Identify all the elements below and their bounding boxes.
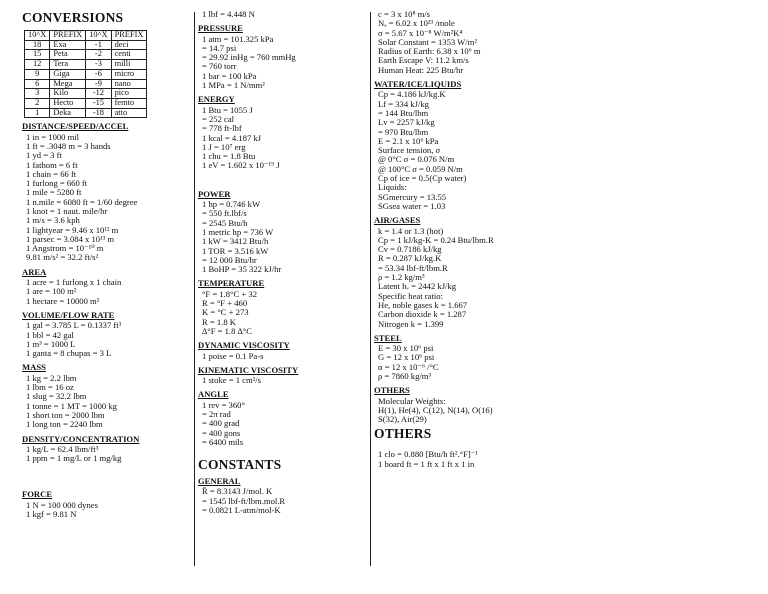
force-list [22, 501, 192, 520]
section-title-general: GENERAL [198, 476, 241, 487]
section-title-density: DENSITY/CONCENTRATION [22, 433, 140, 444]
list-item: = 6400 mils [202, 436, 244, 447]
air-list [374, 227, 560, 329]
lbf-line: 1 lbf = 4.448 N [202, 9, 255, 19]
list-item: Radius of Earth: 6.38 x 10⁶ m [378, 46, 481, 57]
list-item: = 550 ft.lbf/s [202, 208, 247, 219]
list-item: @ 100°C σ = 0.059 N/m [378, 163, 463, 174]
prefix-cell: Peta [50, 50, 86, 60]
column-2 [198, 10, 370, 515]
temperature-list [198, 290, 370, 336]
prefix-header-cell: 10^X [86, 31, 111, 41]
section-title-distance: DISTANCE/SPEED/ACCEL [22, 121, 129, 132]
list-item: 1 in = 1000 mil [26, 131, 80, 142]
list-item: 1 chain = 66 ft [26, 168, 77, 179]
general-list [198, 487, 370, 515]
list-item: 9.81 m/s² = 32.2 ft/s² [26, 252, 99, 263]
list-item: σ = 5.67 x 10⁻⁸ W/m²K⁴ [378, 27, 463, 38]
list-item: = 0.0821 L-atm/mol-K [202, 505, 281, 516]
prefix-cell: nano [111, 79, 147, 89]
list-item: ρ = 7860 kg/m³ [378, 370, 432, 381]
pressure-list [198, 35, 370, 91]
list-item: k = 1.4 or 1.3 (hot) [378, 225, 444, 236]
list-item: 1 hp = 0.746 kW [202, 199, 261, 210]
prefix-cell: Deka [50, 108, 86, 118]
section-title-area: AREA [22, 266, 47, 277]
list-item: 1 kgf = 9.81 N [26, 509, 77, 520]
prefix-cell: -2 [86, 50, 111, 60]
prefix-header-row [25, 31, 147, 41]
prefix-cell: 18 [25, 40, 50, 50]
list-item: 1 J = 10⁷ erg [202, 141, 246, 152]
list-item: = 252 cal [202, 113, 235, 124]
prefix-cell: Mega [50, 79, 86, 89]
list-item: 1 parsec = 3.084 x 10¹³ m [26, 233, 115, 244]
prefix-cell: micro [111, 69, 147, 79]
list-item: 1 kcal = 4.187 kJ [202, 132, 262, 143]
column-3 [374, 10, 560, 469]
list-item: 1 are = 100 m² [26, 286, 77, 297]
list-item: Cv = 0.7186 kJ/kg [378, 244, 442, 255]
section-title-air: AIR/GASES [374, 215, 421, 226]
list-item: = 760 torr [202, 61, 237, 72]
list-item: 1 lbm = 16 oz [26, 382, 74, 393]
list-item: 1 m³ = 1000 L [26, 338, 76, 349]
list-item: K = °C + 273 [202, 307, 249, 318]
list-item: S(32), Air(29) [378, 414, 427, 425]
prefix-row [25, 108, 147, 118]
prefix-cell: Tera [50, 60, 86, 70]
list-item: Surface tension, σ [378, 145, 441, 156]
list-item: 1 BoHP = 35 322 kJ/hr [202, 264, 282, 275]
list-item: = 970 Btu/lbm [378, 126, 429, 137]
prefix-table [24, 30, 147, 118]
others-title: OTHERS [374, 426, 432, 442]
area-list [22, 278, 192, 306]
list-item: H(1), He(4), C(12), N(14), O(16) [378, 404, 493, 415]
list-item: 1 tonne = 1 MT = 1000 kg [26, 400, 117, 411]
volume-list [22, 321, 192, 358]
distance-list [22, 133, 192, 263]
list-item: 1 metric hp = 736 W [202, 226, 274, 237]
mass-list [22, 374, 192, 430]
list-item: 1 acre = 1 furlong x 1 chain [26, 277, 122, 288]
prefix-cell: Kilo [50, 89, 86, 99]
water-list [374, 90, 560, 211]
list-item: °F = 1.8°C + 32 [202, 288, 258, 299]
section-title-others-small: OTHERS [374, 385, 410, 396]
list-item: Cp = 4.186 kJ/kg.K [378, 89, 446, 100]
list-item: 1 ft = .3048 m = 3 hands [26, 140, 111, 151]
list-item: 1 Btu = 1055 J [202, 104, 253, 115]
list-item: 1 slug = 32.2 lbm [26, 391, 87, 402]
prefix-cell: -1 [86, 40, 111, 50]
list-item: Latent hᵥ = 2442 kJ/kg [378, 281, 457, 292]
list-item: SGmercury = 13.55 [378, 191, 447, 202]
list-item: = 14.7 psi [202, 42, 237, 53]
others-small-list [374, 397, 560, 425]
list-item: = 144 Btu/lbm [378, 107, 429, 118]
list-item: = 2π rad [202, 408, 231, 419]
list-item: = 1545 lbf-ft/lbm.mol.R [202, 495, 286, 506]
prefix-cell: Exa [50, 40, 86, 50]
prefix-row [25, 98, 147, 108]
prefix-cell: centi [111, 50, 147, 60]
prefix-cell: atto [111, 108, 147, 118]
prefix-cell: -12 [86, 89, 111, 99]
list-item: Cp of ice = 0.5(Cp water) [378, 173, 467, 184]
section-title-volume: VOLUME/FLOW RATE [22, 309, 115, 320]
list-item: = 53.34 lbf-ft/lbm.R [378, 262, 448, 273]
list-item: Cp = 1 kJ/kg-K = 0.24 Btu/lbm.R [378, 234, 494, 245]
list-item: He, noble gases k = 1.667 [378, 299, 468, 310]
prefix-cell: milli [111, 60, 147, 70]
list-item: 1 gal = 3.785 L = 0.1337 ft³ [26, 320, 122, 331]
list-item: Nitrogen k = 1.399 [378, 318, 444, 329]
prefix-header-cell: 10^X [25, 31, 50, 41]
list-item: 1 short ton = 2000 lbm [26, 409, 105, 420]
list-item: Carbon dioxide k = 1.287 [378, 309, 467, 320]
list-item: Earth Escape V: 11.2 km/s [378, 55, 469, 66]
list-item: Nₐ = 6.02 x 10²³ /mole [378, 18, 455, 29]
list-item: = 29.92 inHg = 760 mmHg [202, 52, 296, 63]
list-item: Solar Constant = 1353 W/m² [378, 36, 477, 47]
list-item: Liquids: [378, 182, 407, 193]
list-item: 1 atm = 101.325 kPa [202, 33, 274, 44]
list-item: = 400 grad [202, 418, 240, 429]
column-divider [370, 12, 371, 566]
list-item: 1 bbl = 42 gal [26, 329, 74, 340]
list-item: 1 clo = 0.880 [Btu/h ft².°F]⁻¹ [378, 449, 478, 460]
list-item: G = 12 x 10⁶ psi [378, 352, 435, 363]
prefix-row [25, 60, 147, 70]
others-list [374, 450, 560, 469]
section-title-water: WATER/ICE/LIQUIDS [374, 79, 462, 90]
list-item: 1 yd = 3 ft [26, 150, 62, 161]
list-item: 1 knot = 1 naut. mile/hr [26, 206, 108, 216]
list-item: R = °F + 460 [202, 298, 248, 309]
prefix-cell: 12 [25, 60, 50, 70]
list-item: 1 hectare = 10000 m² [26, 295, 100, 306]
list-item: R = 1.8 K [202, 316, 236, 327]
list-item: 1 kg = 2.2 lbm [26, 372, 77, 383]
conversions-title: CONVERSIONS [22, 10, 124, 25]
prefix-cell: 3 [25, 89, 50, 99]
list-item: α = 12 x 10⁻⁶ /°C [378, 361, 439, 372]
list-item: 1 n.mile = 6080 ft = 1/60 degree [26, 196, 138, 207]
list-item: 1 TOR = 3.516 kW [202, 245, 269, 256]
physical-constants-list [374, 10, 560, 75]
list-item: 1 MPa = 1 N/mm² [202, 80, 265, 91]
list-item: E = 30 x 10⁶ psi [378, 343, 434, 354]
prefix-cell: pico [111, 89, 147, 99]
list-item: = 2545 Btu/h [202, 217, 248, 228]
list-item: 1 board ft = 1 ft x 1 ft x 1 in [378, 458, 475, 469]
prefix-header-cell: PREFIX [50, 31, 86, 41]
prefix-cell: 6 [25, 79, 50, 89]
prefix-cell: Giga [50, 69, 86, 79]
prefix-cell: 2 [25, 98, 50, 108]
section-title-temperature: TEMPERATURE [198, 278, 265, 289]
list-item: c = 3 x 10⁸ m/s [378, 9, 431, 19]
section-title-pressure: PRESSURE [198, 23, 243, 34]
list-item: = 12 000 Btu/hr [202, 254, 257, 265]
list-item: 1 eV = 1.602 x 10⁻¹⁹ J [202, 160, 280, 171]
angle-list [198, 401, 370, 447]
list-item: @ 0°C σ = 0.076 N/m [378, 154, 455, 165]
list-item: SGsea water = 1.03 [378, 200, 446, 211]
list-item: Lv = 2257 kJ/kg [378, 117, 435, 128]
dynamic-viscosity-list [198, 352, 370, 361]
prefix-cell: -9 [86, 79, 111, 89]
list-item: 1 mile = 5280 ft [26, 187, 82, 198]
list-item: 1 kW = 3412 Btu/h [202, 236, 269, 247]
list-item: ∆°F = 1.8 ∆°C [202, 325, 252, 336]
section-title-force: FORCE [22, 489, 53, 500]
list-item: = 778 ft-lbf [202, 123, 242, 134]
list-item: 1 N = 100 000 dynes [26, 499, 98, 510]
prefix-cell: 15 [25, 50, 50, 60]
list-item: R = 0.287 kJ/kg.K [378, 253, 442, 264]
list-item: 1 poise = 0.1 Pa-s [202, 350, 264, 361]
prefix-row [25, 89, 147, 99]
list-item: 1 ganta = 8 chupas = 3 L [26, 348, 112, 359]
column-1 [22, 10, 192, 519]
density-list [22, 445, 192, 464]
list-item: Human Heat: 225 Btu/hr [378, 64, 464, 75]
list-item: 1 kg/L = 62.4 lbm/ft³ [26, 443, 99, 454]
list-item: R̄ = 8.3143 J/mol. K [202, 486, 273, 497]
list-item: 1 bar = 100 kPa [202, 70, 257, 81]
list-item: E = 2.1 x 10⁶ kPa [378, 135, 439, 146]
section-title-kinematic-viscosity: KINEMATIC VISCOSITY [198, 364, 299, 375]
list-item: 1 ppm = 1 mg/L or 1 mg/kg [26, 453, 122, 464]
list-item: 1 chu = 1.8 Btu [202, 151, 256, 162]
column-divider [194, 12, 195, 566]
prefix-cell: 1 [25, 108, 50, 118]
prefix-cell: -15 [86, 98, 111, 108]
steel-list [374, 344, 560, 381]
section-title-mass: MASS [22, 362, 46, 373]
list-item: 1 lightyear = 9.46 x 10¹² m [26, 224, 119, 235]
prefix-cell: femto [111, 98, 147, 108]
prefix-cell: Hecto [50, 98, 86, 108]
list-item: Lf = 334 kJ/kg [378, 98, 429, 109]
list-item: 1 stoke = 1 cm²/s [202, 375, 261, 386]
section-title-power: POWER [198, 188, 231, 199]
prefix-cell: -3 [86, 60, 111, 70]
constants-title: CONSTANTS [198, 457, 282, 473]
prefix-cell: deci [111, 40, 147, 50]
section-title-steel: STEEL [374, 332, 402, 343]
prefix-header-cell: PREFIX [111, 31, 147, 41]
list-item: Specific heat ratio: [378, 290, 443, 301]
list-item: ρ = 1.2 kg/m³ [378, 272, 425, 283]
prefix-cell: 9 [25, 69, 50, 79]
section-title-energy: ENERGY [198, 94, 235, 105]
list-item: 1 m/s = 3.6 kph [26, 215, 80, 226]
section-title-angle: ANGLE [198, 389, 229, 400]
prefix-row [25, 69, 147, 79]
list-item: Molecular Weights: [378, 395, 446, 406]
list-item: = 400 gons [202, 427, 241, 438]
power-list [198, 200, 370, 274]
list-item: 1 rev = 360° [202, 399, 245, 410]
energy-list [198, 106, 370, 171]
prefix-cell: -18 [86, 108, 111, 118]
kinematic-viscosity-list [198, 376, 370, 385]
list-item: 1 Angstrom = 10⁻¹⁰ m [26, 243, 104, 254]
list-item: 1 fathom = 6 ft [26, 159, 78, 170]
list-item: 1 long ton = 2240 lbm [26, 419, 103, 430]
list-item: 1 furlong = 660 ft [26, 178, 88, 189]
prefix-cell: -6 [86, 69, 111, 79]
section-title-dynamic-viscosity: DYNAMIC VISCOSITY [198, 340, 290, 351]
